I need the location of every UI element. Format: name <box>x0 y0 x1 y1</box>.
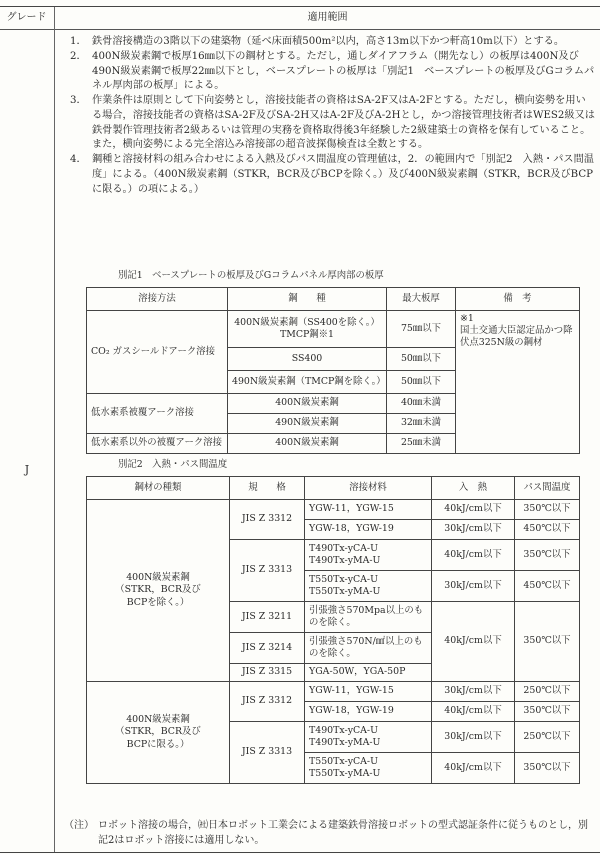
table-row <box>87 500 580 520</box>
document-frame <box>0 6 600 853</box>
material-cell: YGA-50W，YGA-50P <box>305 664 432 682</box>
scope-item <box>70 153 595 197</box>
material-cell: T490Tx-yCA-U T490Tx-yMA-U <box>305 722 432 753</box>
method-cell: 低水素系被覆アーク溶接 <box>87 394 228 434</box>
scope-item <box>70 50 595 94</box>
max-thickness-cell: 40㎜未満 <box>387 394 456 414</box>
steel-cell: 400N級炭素鋼 <box>228 394 387 414</box>
header-cell: 鋼材の種類 <box>87 477 230 500</box>
table2-caption: 別記2 入熱・パス間温度 <box>118 459 228 470</box>
interpass-temp-cell: 250℃以下 <box>515 722 580 753</box>
remark-cell: ※1 国土交通大臣認定品かつ降伏点325N級の鋼材 <box>456 311 580 454</box>
header-cell: 溶接材料 <box>305 477 432 500</box>
column-divider <box>54 7 55 852</box>
table-row <box>87 682 580 702</box>
header-cell: 最大板厚 <box>387 288 456 311</box>
interpass-temp-cell: 450℃以下 <box>515 520 580 540</box>
item-text: 鉄骨溶接構造の3階以下の建築物（延べ床面積500m²以内，高さ13m以下かつ軒高10m以下）とする。 <box>92 36 565 47</box>
grade-column-header: グレード <box>6 12 47 23</box>
interpass-temp-cell: 450℃以下 <box>515 571 580 602</box>
interpass-temp-cell: 350℃以下 <box>515 602 580 682</box>
table-header-row <box>87 477 580 500</box>
item-number: 2． <box>70 50 87 62</box>
steel-type-cell: 400N級炭素鋼 （STKR，BCR及び BCPを除く。） <box>87 500 230 682</box>
steel-type-cell: 400N級炭素鋼 （STKR，BCR及び BCPに限る。） <box>87 682 230 784</box>
item-number: 1． <box>70 36 87 47</box>
material-cell: YGW-11，YGW-15 <box>305 500 432 520</box>
max-thickness-cell: 50㎜以下 <box>387 371 456 394</box>
steel-cell: 490N級炭素鋼 <box>228 414 387 434</box>
steel-cell: SS400 <box>228 348 387 371</box>
steel-cell: 400N級炭素鋼（SS400を除く。）TMCP鋼※1 <box>228 311 387 348</box>
max-thickness-cell: 32㎜未満 <box>387 414 456 434</box>
method-cell: CO₂ ガスシールドアーク溶接 <box>87 311 228 394</box>
heat-input-cell: 40kJ/cm以下 <box>432 702 515 722</box>
heat-input-cell: 30kJ/cm以下 <box>432 722 515 753</box>
item-text: 400N級炭素鋼で板厚16㎜以下の鋼材とする。ただし，通しダイアフラム（開先なし）の板厚は400N及び490N級炭素鋼で板厚22㎜以下とし，ベースプレートの板厚は「別記1 ベースプレートの板厚及びGコラムパネル厚肉部の板厚」による。 <box>92 50 595 92</box>
table1-caption: 別記1 ベースプレートの板厚及びGコラムパネル厚肉部の板厚 <box>118 270 384 281</box>
scope-column-header: 適用範囲 <box>307 12 348 23</box>
standard-cell: JIS Z 3313 <box>230 722 305 784</box>
max-thickness-cell: 75㎜以下 <box>387 311 456 348</box>
material-cell: 引張強さ570N/㎟以上のものを除く。 <box>305 633 432 664</box>
heat-input-cell: 40kJ/cm以下 <box>432 540 515 571</box>
heat-input-cell: 30kJ/cm以下 <box>432 682 515 702</box>
material-cell: 引張強さ570Mpa以上のものを除く。 <box>305 602 432 633</box>
heat-input-table <box>86 476 580 784</box>
steel-cell: 400N級炭素鋼 <box>228 434 387 454</box>
footnote-text: ロボット溶接の場合，㈳日本ロボット工業会による建築鉄骨溶接ロボットの型式認証条件に従うものとし，別記2はロボット溶接には適用しない。 <box>98 820 588 846</box>
header-cell: 備 考 <box>456 288 580 311</box>
table-header-row <box>87 288 580 311</box>
standard-cell: JIS Z 3313 <box>230 540 305 602</box>
method-cell: 低水素系以外の被覆アーク溶接 <box>87 434 228 454</box>
material-cell: T490Tx-yCA-U T490Tx-yMA-U <box>305 540 432 571</box>
item-text: 作業条件は原則として下向姿勢とし，溶接技能者の資格はSA-2F又はA-2Fとする。ただし，横向姿勢を用いる場合，溶接技能者の資格はSA-2F及びSA-2H又はA-2F及びA-2Hとし，かつ溶接管理技術者はWES2級又は鉄骨製作管理技術者2級あるいは管理の実務を資格取得後3年経験した2級建築士の資格を保有していること。また，横向姿勢による完全溶込み溶接部の超音波探傷検査は全数とする。 <box>92 95 595 151</box>
heat-input-cell: 30kJ/cm以下 <box>432 520 515 540</box>
footnote <box>64 818 594 848</box>
header-cell: パス間温度 <box>515 477 580 500</box>
grade-value: J <box>24 463 30 476</box>
standard-cell: JIS Z 3214 <box>230 633 305 664</box>
scope-items <box>70 35 595 198</box>
item-number: 4． <box>70 154 87 166</box>
standard-cell: JIS Z 3315 <box>230 664 305 682</box>
heat-input-cell: 40kJ/cm以下 <box>432 602 515 682</box>
table-row <box>87 311 580 348</box>
material-cell: YGW-18，YGW-19 <box>305 520 432 540</box>
standard-cell: JIS Z 3312 <box>230 500 305 540</box>
max-thickness-cell: 25㎜未満 <box>387 434 456 454</box>
interpass-temp-cell: 350℃以下 <box>515 540 580 571</box>
table-header-row <box>0 7 600 30</box>
interpass-temp-cell: 350℃以下 <box>515 702 580 722</box>
header-cell: 溶接方法 <box>87 288 228 311</box>
base-plate-table <box>86 287 580 454</box>
standard-cell: JIS Z 3211 <box>230 602 305 633</box>
header-cell: 規 格 <box>230 477 305 500</box>
material-cell: T550Tx-yCA-U T550Tx-yMA-U <box>305 571 432 602</box>
item-text: 鋼種と溶接材料の組み合わせによる入熱及びパス間温度の管理値は，2．の範囲内で「別記2 入熱・パス間温度」による。（400N級炭素鋼（STKR，BCR及びBCPを除く。）及び400N級炭素鋼（STKR，BCR及びBCPに限る。）の項による。） <box>92 154 594 195</box>
heat-input-cell: 30kJ/cm以下 <box>432 571 515 602</box>
interpass-temp-cell: 350℃以下 <box>515 753 580 784</box>
material-cell: YGW-11，YGW-15 <box>305 682 432 702</box>
steel-cell: 490N級炭素鋼（TMCP鋼を除く。） <box>228 371 387 394</box>
header-cell: 鋼 種 <box>228 288 387 311</box>
scope-item <box>70 35 595 50</box>
material-cell: YGW-18，YGW-19 <box>305 702 432 722</box>
interpass-temp-cell: 350℃以下 <box>515 500 580 520</box>
material-cell: T550Tx-yCA-U T550Tx-yMA-U <box>305 753 432 784</box>
scope-item <box>70 94 595 153</box>
item-number: 3． <box>70 95 87 107</box>
standard-cell: JIS Z 3312 <box>230 682 305 722</box>
heat-input-cell: 40kJ/cm以下 <box>432 753 515 784</box>
header-cell: 入 熱 <box>432 477 515 500</box>
max-thickness-cell: 50㎜以下 <box>387 348 456 371</box>
footnote-label: （注） <box>64 820 94 831</box>
interpass-temp-cell: 250℃以下 <box>515 682 580 702</box>
heat-input-cell: 40kJ/cm以下 <box>432 500 515 520</box>
